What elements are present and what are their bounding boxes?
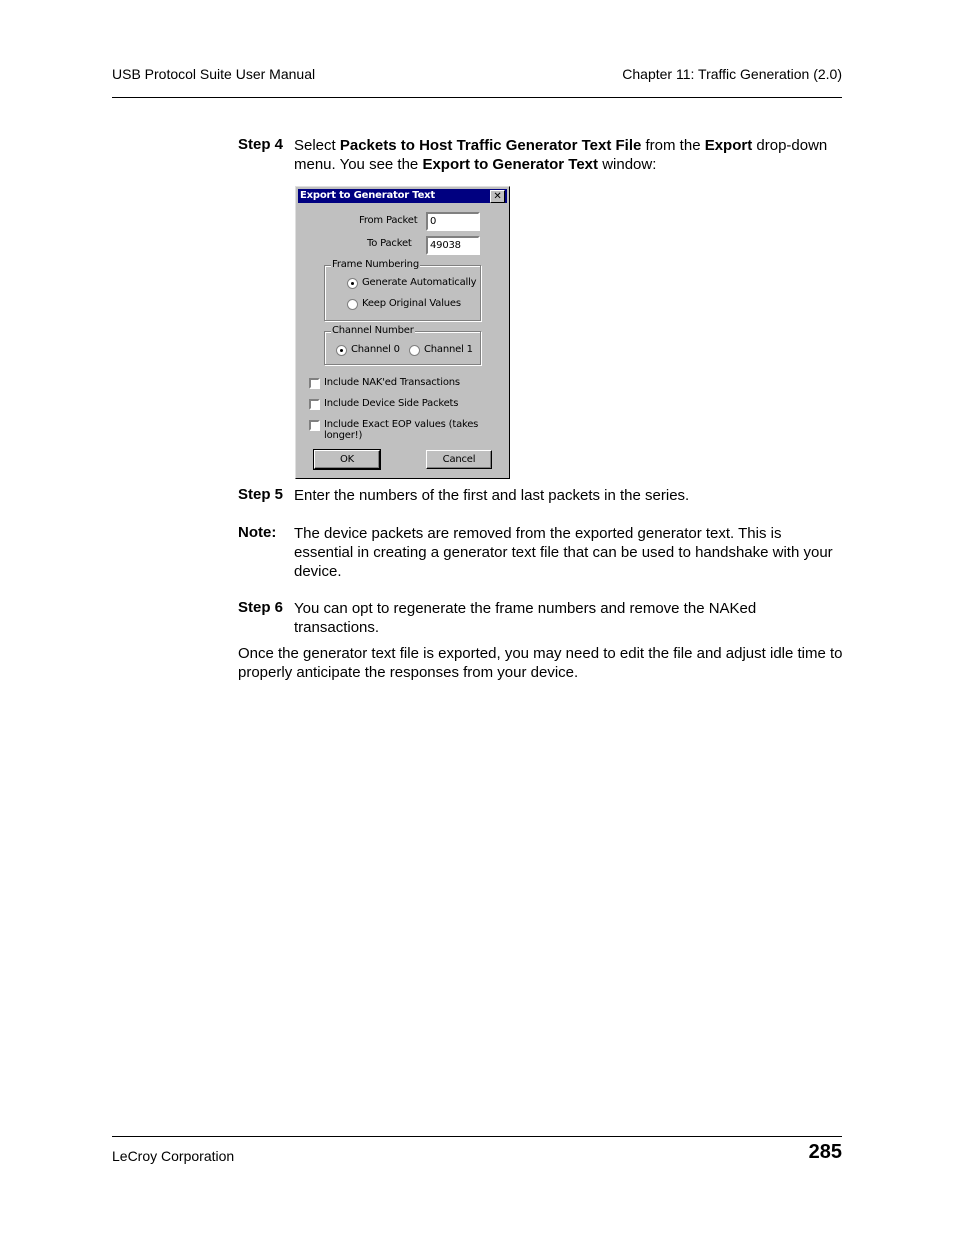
- page-number: 285: [808, 1141, 842, 1163]
- step4-text: Select Packets to Host Traffic Generator Text File from the Export drop-down menu. You see the Export to Generator Text window:: [294, 137, 828, 173]
- to-packet-input[interactable]: 49038: [426, 236, 480, 255]
- step4-label: Step 4: [238, 136, 284, 153]
- step5-label: Step 5: [238, 486, 284, 503]
- closing-paragraph: Once the generator text file is exported, you may need to edit the file and adjust idle time to properly anticipate the responses from your device.: [238, 645, 843, 681]
- generate-automatically-label: Generate Automatically: [362, 277, 477, 288]
- note-text: The device packets are removed from the exported generator text. This is essential in creating a generator text file that can be used to handshake with your device.: [294, 525, 833, 580]
- header-rule: [112, 97, 842, 98]
- to-packet-label: To Packet: [367, 238, 412, 249]
- frame-numbering-title: Frame Numbering: [332, 259, 419, 270]
- step6-label: Step 6: [238, 599, 284, 616]
- include-eop-label: Include Exact EOP values (takes longer!): [324, 419, 479, 441]
- step5-text: Enter the numbers of the first and last packets in the series.: [294, 487, 690, 504]
- channel-1-label: Channel 1: [424, 344, 473, 355]
- footer-company: LeCroy Corporation: [112, 1148, 235, 1164]
- dialog-title: Export to Generator Text: [300, 190, 435, 201]
- export-dialog: [295, 186, 510, 479]
- header-chapter: Chapter 11: Traffic Generation (2.0): [622, 66, 842, 82]
- include-naked-checkbox[interactable]: [309, 378, 320, 389]
- cancel-button[interactable]: Cancel: [426, 450, 492, 469]
- note-label: Note:: [238, 524, 277, 541]
- channel-0-label: Channel 0: [351, 344, 400, 355]
- ok-button[interactable]: OK: [314, 450, 380, 469]
- header-title: USB Protocol Suite User Manual: [112, 66, 316, 82]
- frame-numbering-group: [324, 259, 481, 321]
- channel-number-group: [324, 325, 481, 365]
- close-icon[interactable]: ✕: [490, 190, 505, 203]
- dialog-title-bar: [298, 189, 507, 203]
- channel-1-radio[interactable]: [409, 345, 420, 356]
- footer-rule: [112, 1136, 842, 1137]
- include-device-label: Include Device Side Packets: [324, 398, 459, 409]
- keep-original-label: Keep Original Values: [362, 298, 461, 309]
- channel-0-radio[interactable]: [336, 345, 347, 356]
- from-packet-label: From Packet: [359, 215, 418, 226]
- include-naked-label: Include NAK'ed Transactions: [324, 377, 460, 388]
- step6-text: You can opt to regenerate the frame numbers and remove the NAKed transactions.: [294, 600, 757, 636]
- generate-automatically-radio[interactable]: [347, 278, 358, 289]
- from-packet-input[interactable]: 0: [426, 212, 480, 231]
- include-eop-checkbox[interactable]: [309, 420, 320, 431]
- keep-original-radio[interactable]: [347, 299, 358, 310]
- channel-number-title: Channel Number: [332, 325, 414, 336]
- include-device-checkbox[interactable]: [309, 399, 320, 410]
